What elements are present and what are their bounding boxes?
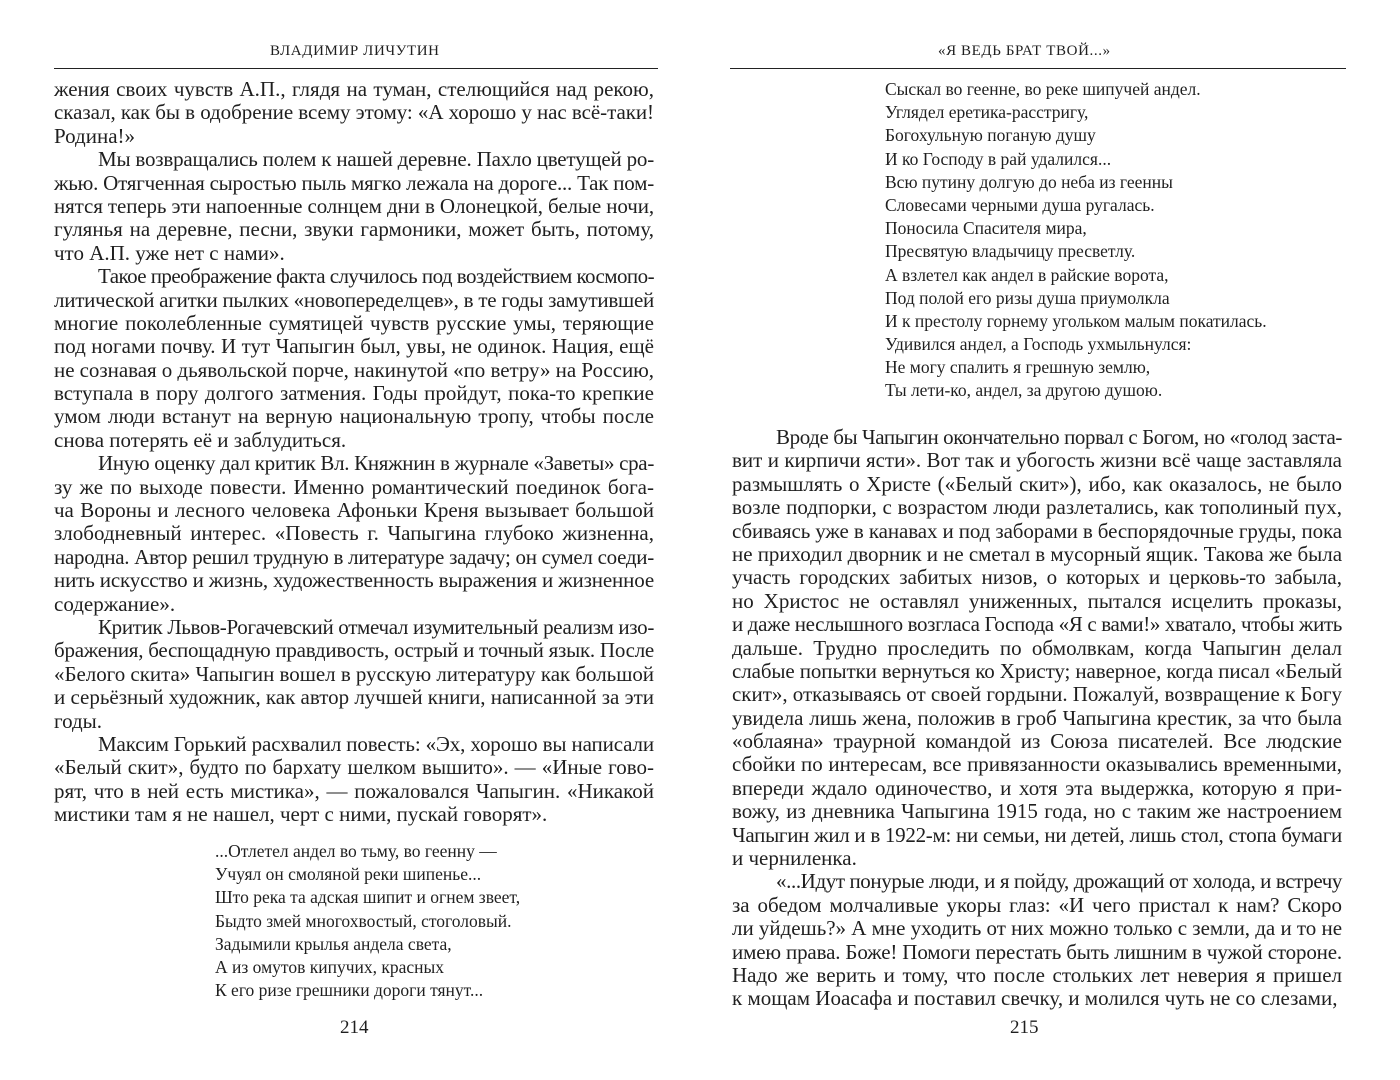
right-prose — [732, 426, 1342, 1011]
text-line: содержание». — [54, 591, 176, 616]
text-line: мистики там я не нашел, черт с ними, пускай говорят». — [54, 802, 548, 827]
text-line: многие поколебленные сумятицей чувств русские умы, теряющие — [54, 310, 654, 335]
right-poem — [885, 78, 1267, 403]
text-line: «Белого скита» Чапыгин вошел в русскую литературу как большой — [54, 661, 655, 686]
poem-line: А из омутов кипучих, красных — [215, 956, 445, 977]
poem-line: Што река та адская шипит и огнем звеет, — [215, 887, 521, 908]
text-line: «облаяна» траурной командой из Союза писателей. Все людские — [732, 729, 1342, 754]
text-line: Максим Горький расхвалил повесть: «Эх, хорошо вы написали — [98, 731, 654, 756]
text-line: к мощам Иоасафа и поставил свечку, и молился чуть не со слезами, — [732, 986, 1338, 1011]
poem-line: Сыскал во геенне, во реке шипучей андел. — [885, 79, 1201, 99]
text-line: Чапыгин жил и в 1922-м: ни семьи, ни детей, лишь стол, стопа бумаги — [732, 822, 1342, 847]
text-line: возле подпорки, с возрастом люди разлетались, как тополиный пух, — [732, 495, 1342, 520]
right-page — [700, 0, 1400, 1080]
text-line: сбиваясь уже в канавах и под заборами в беспорядочные груды, пока — [732, 518, 1342, 543]
text-line: Вроде бы Чапыгин окончательно порвал с Богом, но «голод заста- — [776, 425, 1342, 449]
text-line: Мы возвращались полем к нашей деревне. Пахло цветущей ро- — [98, 147, 654, 172]
paragraph — [732, 870, 1342, 1010]
text-line: «...Идут понурые люди, и я пойду, дрожащий от холода, и встречу — [776, 869, 1342, 894]
text-line: «Белый скит», будто по бархату шелком вышито». — «Иные гово- — [54, 755, 654, 780]
poem-line: Словесами черными душа ругалась. — [885, 194, 1155, 215]
text-line: размышлять о Христе («Белый скит»), ибо, как оказалось, не было — [732, 471, 1342, 496]
poem-line: Быдто змей многохвостый, стоголовый. — [215, 910, 512, 931]
text-line: ли уйдешь?» А мне уходить от них можно только с земли, да и то не — [732, 916, 1342, 941]
poem-line: Ты лети-ко, андел, за другою душою. — [885, 380, 1163, 401]
text-line: зу же по выходе повести. Именно романтический поединок бога- — [54, 474, 654, 499]
left-poem — [215, 840, 520, 1002]
poem-line: Всю путину долгую до неба из геенны — [885, 171, 1173, 192]
paragraph — [54, 265, 654, 452]
text-line: и даже неслышного возгласа Господа «Я с вами!» хватало, чтобы жить — [732, 612, 1342, 637]
paragraph — [732, 426, 1342, 870]
text-line: жью. Отягченная сыростью пыль мягко лежала на дороге... Так пом- — [54, 170, 654, 195]
text-line: рят, что в ней есть мистика», — пожаловался Чапыгин. «Никакой — [54, 778, 654, 803]
text-line: Родина!» — [54, 123, 136, 148]
text-line: не приходил дворник и не сметал в мусорный ящик. Такова же была — [732, 541, 1342, 566]
paragraph — [54, 148, 654, 265]
text-line: ча Вороны и лесного человека Афоньки Креня вызывает большой — [54, 498, 654, 523]
poem-line: К его ризе грешники дороги тянут... — [215, 980, 484, 1001]
text-line: гулянья на деревне, песни, звуки гармоники, может быть, потому, — [54, 217, 654, 242]
poem-line: Богохульную поганую душу — [885, 125, 1096, 146]
paragraph — [54, 733, 654, 827]
text-line: литической агитки пылких «новопеределцев», в те годы замутившей — [54, 287, 654, 312]
text-line: Надо же верить и тому, что после стольких лет неверия я пришел — [732, 962, 1342, 987]
text-line: вступала в пору долгого затмения. Годы пройдут, пока-то крепкие — [54, 381, 654, 406]
text-line: умом люди встанут на верную национальную тропу, чтобы после — [54, 404, 654, 429]
poem-line: ...Отлетел андел во тьму, во геенну — — [215, 841, 497, 861]
text-line: народна. Автор решил трудную в литературе задачу; он сумел соеди- — [54, 544, 654, 569]
text-line: Такое преображение факта случилось под воздействием космопо- — [98, 264, 654, 289]
poem-line: И к престолу горнему угольком малым покатилась. — [885, 310, 1267, 331]
text-line: дальше. Трудно проследить по обмолвкам, когда Чапыгин делал — [732, 635, 1342, 660]
text-line: вожу, из дневника Чапыгина 1915 года, но с таким же настроением — [732, 799, 1342, 824]
text-line: бражения, беспощадную правдивость, острый и точный язык. После — [54, 638, 654, 663]
text-line: имею права. Боже! Помоги перестать быть лишним в чужой стороне. — [732, 939, 1342, 964]
text-line: годы. — [54, 708, 103, 733]
left-prose — [54, 78, 654, 827]
paragraph — [54, 616, 654, 733]
text-line: сбойки по интересам, все привязанности оказывались временными, — [732, 752, 1342, 777]
text-line: и серьёзный художник, как автор лучшей книги, написанной за эти — [54, 685, 654, 710]
paragraph — [54, 452, 654, 616]
right-running-head: «Я ВЕДЬ БРАТ ТВОЙ...» — [938, 43, 1111, 59]
poem-line: Не могу спалить я грешную землю, — [885, 357, 1151, 378]
left-header-rule — [54, 68, 658, 69]
text-line: но Христос не оставлял униженных, пытался исцелить проказы, — [732, 588, 1342, 613]
text-line: скит», отказываясь от своей гордыни. Пожалуй, возвращение к Богу — [732, 682, 1342, 707]
text-line: Критик Львов-Рогачевский отмечал изумительный реализм изо- — [98, 614, 655, 639]
text-line: нятся теперь эти напоенные солнцем дни в Олонецкой, белые ночи, — [54, 193, 654, 218]
poem-line: Пресвятую владычицу пресветлу. — [885, 241, 1136, 262]
poem-line: Под полой его ризы душа приумолкла — [885, 287, 1170, 308]
text-line: и черниленка. — [732, 846, 857, 871]
text-line: слабые попытки вернуться ко Христу; наверное, когда писал «Белый — [732, 658, 1342, 683]
text-line: нить искусство и жизнь, художественность выражения и жизненное — [54, 568, 654, 593]
text-line: под ногами почву. И тут Чапыгин был, увы, не одинок. Нация, ещё — [54, 334, 654, 359]
poem-line: Поносила Спасителя мира, — [885, 218, 1087, 239]
poem-line: Задымили крылья андела света, — [215, 933, 452, 954]
left-page-number: 214 — [340, 1017, 369, 1038]
poem-line: Удивился андел, а Господь ухмыльнулся: — [885, 334, 1192, 355]
text-line: злободневный интерес. «Повесть г. Чапыгина глубоко жизненна, — [54, 521, 654, 546]
text-line: сказал, как бы в одобрение всему этому: «А хорошо у нас всё-таки! — [54, 100, 654, 125]
text-line: участь городских забитых низов, о которых и церковь-то забыла, — [732, 565, 1342, 590]
text-line: вит и кирпичи ясти». Вот так и убогость жизни всё чаще заставляла — [732, 448, 1342, 473]
text-line: что А.П. уже нет с нами». — [54, 240, 285, 265]
text-line: за обедом молчаливые укоры глаз: «И чего пристал к нам? Скоро — [732, 892, 1342, 917]
text-line: увидела лишь жена, положив в гроб Чапыгина крестик, за что была — [732, 705, 1342, 730]
text-line: снова потерять её и заблудиться. — [54, 427, 347, 452]
left-running-head: ВЛАДИМИР ЛИЧУТИН — [270, 43, 440, 59]
text-line: впереди ждало одиночество, и хотя эта выдержка, которую я при- — [732, 775, 1342, 800]
right-header-rule — [730, 68, 1346, 69]
poem-line: Углядел еретика-расстригу, — [885, 102, 1089, 123]
paragraph — [54, 78, 654, 148]
text-line: Иную оценку дал критик Вл. Княжнин в журнале «Заветы» сра- — [98, 451, 654, 476]
text-line: жения своих чувств А.П., глядя на туман, стелющийся над рекою, — [54, 77, 654, 101]
text-line: не сознавая о дьявольской порче, накинутой «по ветру» на Россию, — [54, 357, 654, 382]
poem-line: Учуял он смоляной реки шипенье... — [215, 864, 482, 885]
poem-line: А взлетел как андел в райские ворота, — [885, 264, 1169, 285]
poem-line: И ко Господу в рай удалился... — [885, 148, 1112, 169]
right-page-number: 215 — [1010, 1017, 1039, 1038]
